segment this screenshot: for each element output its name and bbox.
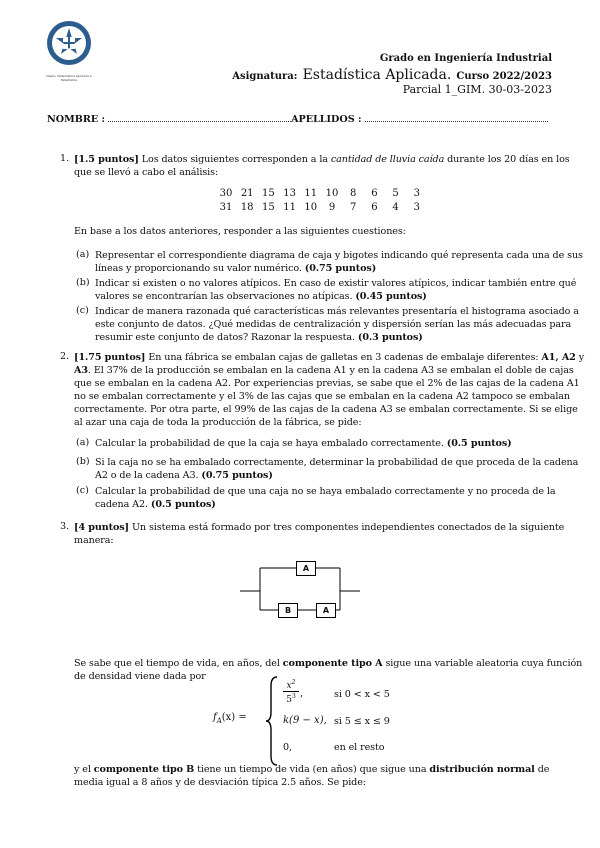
q1-number: 1. xyxy=(60,153,70,164)
q2-c xyxy=(95,485,556,511)
student-form xyxy=(47,111,555,125)
q1-a-points: (0.75 puntos) xyxy=(304,263,377,274)
case1-denominator: 5 xyxy=(286,695,292,705)
q3-p2-a: y el xyxy=(74,764,91,775)
data-cell: 6 xyxy=(371,188,378,199)
q2-line6: al azar una caja de toda la producción de la fábrica, se pide: xyxy=(74,417,362,428)
component-a-bottom: A xyxy=(316,603,336,618)
q2-number: 2. xyxy=(60,351,70,362)
data-cell: 4 xyxy=(392,202,399,213)
q3-p2-b: tiene un tiempo de vida (en años) que sigue una xyxy=(197,764,427,775)
q2-line2-text: . El 37% de la producción se embalan en la cadena A1 y en la cadena A3 se embalan el doble de cajas xyxy=(87,365,574,376)
case1-condition: si 0 < x < 5 xyxy=(334,689,390,700)
q1-c xyxy=(95,305,579,344)
q3-number: 3. xyxy=(60,521,70,532)
exam-title: Parcial 1_GIM. 30-03-2023 xyxy=(402,83,552,96)
q1-c-label: (c) xyxy=(76,305,89,316)
case3-expression: 0, xyxy=(283,742,292,753)
data-cell: 18 xyxy=(240,202,254,213)
q2-line1-end: y xyxy=(578,352,585,363)
q3-p2-c: de xyxy=(537,764,550,775)
q1-b-points: (0.45 puntos) xyxy=(355,291,427,302)
q2-b-line2-text: A2 o de la cadena A3. xyxy=(95,470,199,481)
q2-line1-bold: A1, A2 xyxy=(541,352,576,363)
subject-label: Asignatura: xyxy=(232,71,298,82)
q1-intro-a: Los datos siguientes corresponden a la xyxy=(141,154,328,165)
name-label: NOMBRE : xyxy=(47,114,106,125)
q3-p1-line2: de densidad viene dada por xyxy=(74,671,206,682)
q1-c-line3-text: resumir este conjunto de datos? Razonar la respuesta. xyxy=(95,332,355,343)
degree-title: Grado en Ingeniería Industrial xyxy=(379,53,552,64)
q1-b xyxy=(95,277,577,303)
q1-intro-line2: que se llevó a cabo el análisis: xyxy=(74,167,219,178)
q3-p2-line2: media igual a 8 años y de desviación típica 2.5 años. Se pide: xyxy=(74,777,366,788)
case1-numerator: x xyxy=(286,681,292,691)
data-cell: 11 xyxy=(283,202,296,213)
q3-p2-bold2: distribución normal xyxy=(429,764,535,775)
q1-a-line2 xyxy=(95,262,553,275)
data-cell: 10 xyxy=(325,188,339,199)
q1-a xyxy=(95,249,583,275)
logo-caption: Depto. Matemática Aplicada a Estadística xyxy=(46,74,92,82)
subject-name: Estadística Aplicada. xyxy=(302,67,452,83)
q2-points: [1.75 puntos] xyxy=(74,352,146,363)
q2-c-label: (c) xyxy=(76,485,89,496)
data-cell: 7 xyxy=(350,202,357,213)
left-brace-icon xyxy=(265,676,279,766)
q2-b-points: (0.75 puntos) xyxy=(201,470,273,481)
component-a-top: A xyxy=(296,561,316,576)
q2-c-line2-text: cadena A2. xyxy=(95,499,148,510)
case2-condition: si 5 ≤ x ≤ 9 xyxy=(334,716,390,727)
q1-c-line3 xyxy=(95,331,553,344)
data-cell: 6 xyxy=(371,202,378,213)
data-cell: 5 xyxy=(392,188,399,199)
q1-prompt: En base a los datos anteriores, responder a las siguientes cuestiones: xyxy=(74,226,406,237)
q1-a-line2-text: líneas y proporcionando su valor numérico. xyxy=(95,263,302,274)
q2-c-points: (0.5 puntos) xyxy=(150,499,216,510)
f-symbol: f xyxy=(213,712,217,723)
surname-label: APELLIDOS : xyxy=(291,114,362,125)
q1-a-line1: Representar el correspondiente diagrama de caja y bigotes indicando qué representa cada una de sus xyxy=(95,250,583,261)
surname-field[interactable] xyxy=(365,111,548,122)
q2-b xyxy=(95,456,579,482)
data-cell: 10 xyxy=(304,202,318,213)
q1-c-line1: Indicar de manera razonada qué características más relevantes presentaría el histograma asociado a xyxy=(95,306,579,317)
data-cell: 3 xyxy=(413,202,420,213)
f-argument: (x) = xyxy=(221,712,247,723)
density-lhs xyxy=(213,712,247,725)
q2-body xyxy=(74,351,585,429)
q3-intro xyxy=(74,521,565,547)
q1-data-table xyxy=(218,188,438,216)
data-cell: 15 xyxy=(262,188,275,199)
case1-fraction xyxy=(283,678,299,705)
data-row-1 xyxy=(218,188,438,201)
q3-p1-b: sigue una variable aleatoria cuya función xyxy=(385,658,583,669)
case1-num-exp: 2 xyxy=(291,679,296,686)
q2-line4: no se embalan correctamente y el 3% de las cajas que se embalan en la cadena A2 tampoco se embalan xyxy=(74,391,570,402)
q1-c-line2: este conjunto de datos. ¿Qué medidas de centralización y dispersión serían las más adecuadas para xyxy=(95,319,572,330)
q3-line2: manera: xyxy=(74,535,114,546)
q2-line2-bold: A3 xyxy=(74,365,88,376)
q2-line2 xyxy=(74,364,574,377)
q1-b-line2-text: valores se encontrarían las observaciones no atípicas. xyxy=(95,291,353,302)
data-cell: 21 xyxy=(240,188,254,199)
q1-b-line1: Indicar si existen o no valores atípicos. En caso de existir valores atípicos, indicar también entre qué xyxy=(95,278,577,289)
data-cell: 15 xyxy=(262,202,275,213)
q2-a-label: (a) xyxy=(76,437,90,448)
q3-points: [4 puntos] xyxy=(74,522,129,533)
q1-intro-em: cantidad de lluvia caída xyxy=(330,154,445,165)
q1-c-points: (0.3 puntos) xyxy=(357,332,423,343)
data-cell: 13 xyxy=(283,188,296,199)
f-subscript: A xyxy=(216,717,222,725)
q2-line5: correctamente. Por otra parte, el 99% de las cajas de la cadena A3 se embalan correctamente. Si se elige xyxy=(74,404,578,415)
q1-a-label: (a) xyxy=(76,249,90,260)
logo-emblem-icon xyxy=(44,20,94,70)
q3-p1-bold: componente tipo A xyxy=(282,658,383,669)
q2-line1 xyxy=(74,351,585,364)
case2-expression: k(9 − x), xyxy=(283,715,327,726)
case1-den-exp: 3 xyxy=(291,693,296,700)
component-b: B xyxy=(278,603,298,618)
q1-intro-b: durante los 20 días en los xyxy=(447,154,570,165)
data-cell: 11 xyxy=(304,188,318,199)
data-cell: 31 xyxy=(219,202,233,213)
q2-a-text: Calcular la probabilidad de que la caja se haya embalado correctamente. xyxy=(95,438,444,449)
data-cell: 9 xyxy=(328,202,336,213)
q2-c-line1: Calcular la probabilidad de que una caja no se haya embalado correctamente y no proceda de la xyxy=(95,486,556,497)
q3-line1: Un sistema está formado por tres componentes independientes conectados de la siguiente xyxy=(131,522,565,533)
q2-b-line2 xyxy=(95,469,553,482)
q2-a xyxy=(95,437,553,450)
system-diagram xyxy=(240,556,360,622)
q2-b-label: (b) xyxy=(76,456,90,467)
course-label: Curso 2022/2023 xyxy=(456,71,552,82)
q3-paragraph-2 xyxy=(74,763,554,789)
q1-b-line2 xyxy=(95,290,553,303)
data-row-2 xyxy=(218,202,438,215)
case1-comma: , xyxy=(300,688,304,699)
data-cell: 30 xyxy=(219,188,233,199)
q2-line3: que se embalan en la cadena A2. Por experiencias previas, se sabe que el 2% de las cajas de la cadena A1 xyxy=(74,378,580,389)
q1-intro xyxy=(74,153,570,179)
subject-line xyxy=(232,64,552,83)
q3-p1-a: Se sabe que el tiempo de vida, en años, del xyxy=(74,658,280,669)
q2-c-line2 xyxy=(95,498,553,511)
q3-p2-bold1: componente tipo B xyxy=(93,764,195,775)
q2-b-line1: Si la caja no se ha embalado correctamente, determinar la probabilidad de que proceda de la cadena xyxy=(95,457,579,468)
case3-condition: en el resto xyxy=(334,742,385,753)
name-field[interactable] xyxy=(108,111,291,122)
data-cell: 3 xyxy=(413,188,420,199)
q2-a-points: (0.5 puntos) xyxy=(446,438,512,449)
data-cell: 8 xyxy=(350,188,357,199)
q2-line1-text: En una fábrica se embalan cajas de galletas en 3 cadenas de embalaje diferentes: xyxy=(148,352,539,363)
q1-b-label: (b) xyxy=(76,277,90,288)
q3-paragraph-1 xyxy=(74,657,583,683)
university-logo xyxy=(44,20,94,82)
q1-points: [1.5 puntos] xyxy=(74,154,139,165)
